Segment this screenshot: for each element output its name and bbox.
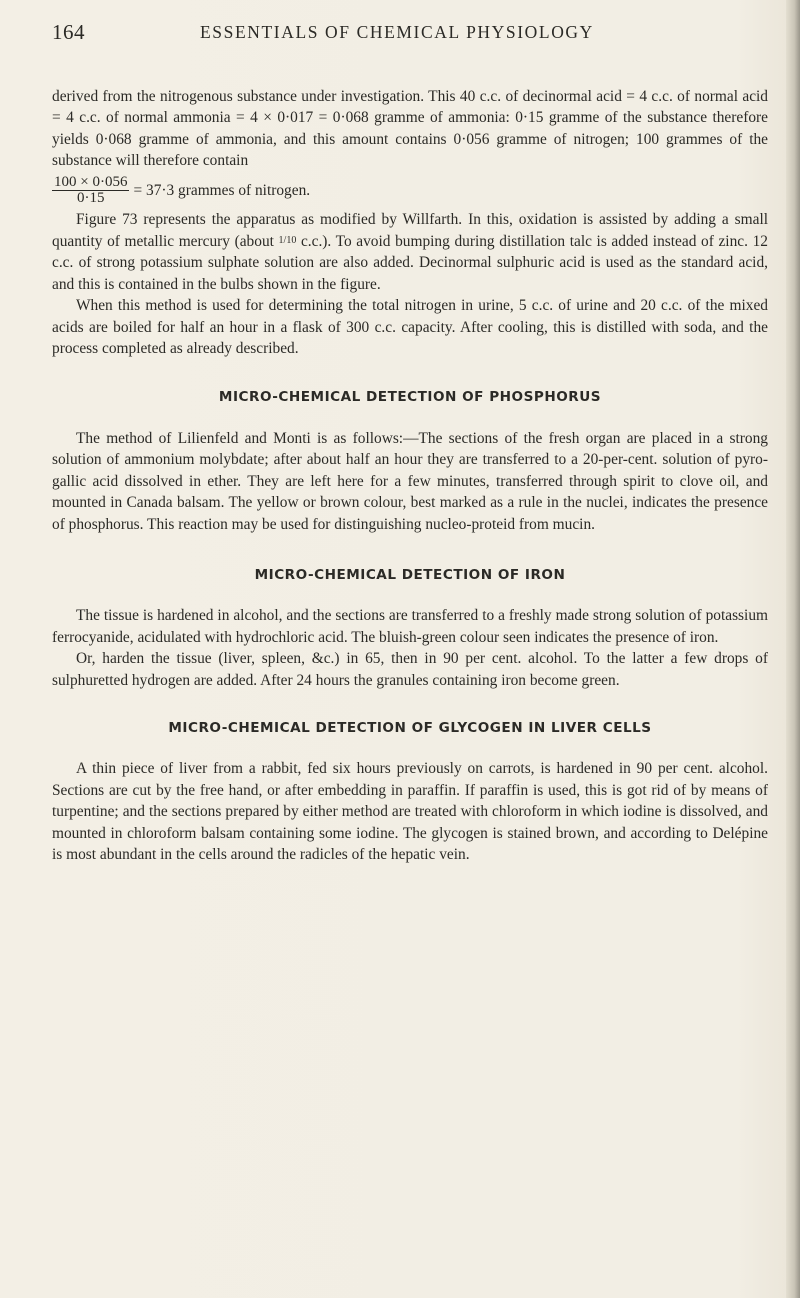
- paragraph-iron-1: The tissue is hardened in alcohol, and the sections are transferred to a freshly made strong solution of potassium ferrocyanide, acidulated with hydrochloric acid. The bluish-green colour seen indicates the presence of iron.: [52, 607, 768, 646]
- running-head: ESSENTIALS OF CHEMICAL PHYSIOLOGY: [200, 22, 594, 42]
- page-header: [52, 20, 772, 50]
- page-edge-shadow: [786, 0, 800, 1298]
- heading-iron: MICRO-CHEMICAL DETECTION OF IRON: [254, 566, 566, 583]
- formula-fraction: [52, 175, 129, 206]
- page-number: 164: [52, 20, 85, 44]
- willfarth-text-after: c.c.). To avoid bumping during distillation talc is added instead of zinc. 12 c.c. of strong potassium sulphate solution are also added. Decinormal sulphuric acid is used as the standard acid, and this is contained in the bulbs shown in the figure.: [52, 233, 768, 293]
- mercury-fraction: 1/10: [278, 235, 297, 247]
- page-body: [52, 86, 768, 865]
- paragraph-iron-2: Or, harden the tissue (liver, spleen, &c.) in 65, then in 90 per cent. alcohol. To the latter a few drops of sulphuretted hydrogen are added. After 24 hours the granules containing iron become green.: [52, 650, 768, 689]
- formula-numerator: 100 × 0·056: [54, 174, 128, 191]
- paragraph-glycogen: A thin piece of liver from a rabbit, fed six hours previously on carrots, is hardened in 90 per cent. alcohol. Sections are cut by the free hand, or after embedding in paraffin. If paraffin is used, this is got rid of by means of turpentine; and the sections prepared by either method are treated with chloroform in which iodine is dissolved, and mounted in chloroform balsam containing some iodine. The glycogen is stained brown, and according to Delépine is most abundant in the cells around the radicles of the hepatic vein.: [52, 760, 768, 863]
- paragraph-willfarth: [52, 209, 768, 296]
- formula-result: = 37·3 grammes of nitrogen.: [133, 181, 311, 199]
- nitrogen-formula: [52, 173, 768, 209]
- formula-denominator: 0·15: [76, 190, 105, 207]
- heading-glycogen: MICRO-CHEMICAL DETECTION OF GLYCOGEN IN LIVER CELLS: [168, 719, 652, 736]
- paragraph-phosphorus: The method of Lilienfeld and Monti is as follows:—The sections of the fresh organ are placed in a strong solution of ammonium molybdate; after about half an hour they are transferred to a 20-per-cent. solution of pyro-gallic acid dissolved in ether. They are left here for a few minutes, transferred through spirit to clove oil, and mounted in Canada balsam. The yellow or brown colour, best marked as a rule in the nuclei, indicates the presence of phosphorus. This reaction may be used for distinguishing nucleo-proteid from mucin.: [52, 429, 768, 533]
- willfarth-text-before: Figure 73 represents the apparatus as modified by Willfarth. In this, oxidation is assisted by adding a small quantity of metallic mercury (about: [52, 210, 768, 251]
- heading-phosphorus: MICRO-CHEMICAL DETECTION OF PHOSPHORUS: [218, 389, 602, 406]
- paragraph-continued: derived from the nitrogenous substance under investigation. This 40 c.c. of decinormal acid = 4 c.c. of normal acid = 4 c.c. of normal ammonia = 4 × 0·017 = 0·068 gramme of ammonia: 0·15 gramme of the substance therefore yields 0·068 gramme of ammonia, and this amount contains 0·056 gramme of nitrogen; 100 grammes of the substance will therefore contain: [52, 88, 768, 170]
- paragraph-urine: When this method is used for determining the total nitrogen in urine, 5 c.c. of urine and 20 c.c. of the mixed acids are boiled for half an hour in a flask of 300 c.c. capacity. After cooling, this is distilled with soda, and the process completed as already described.: [52, 297, 768, 358]
